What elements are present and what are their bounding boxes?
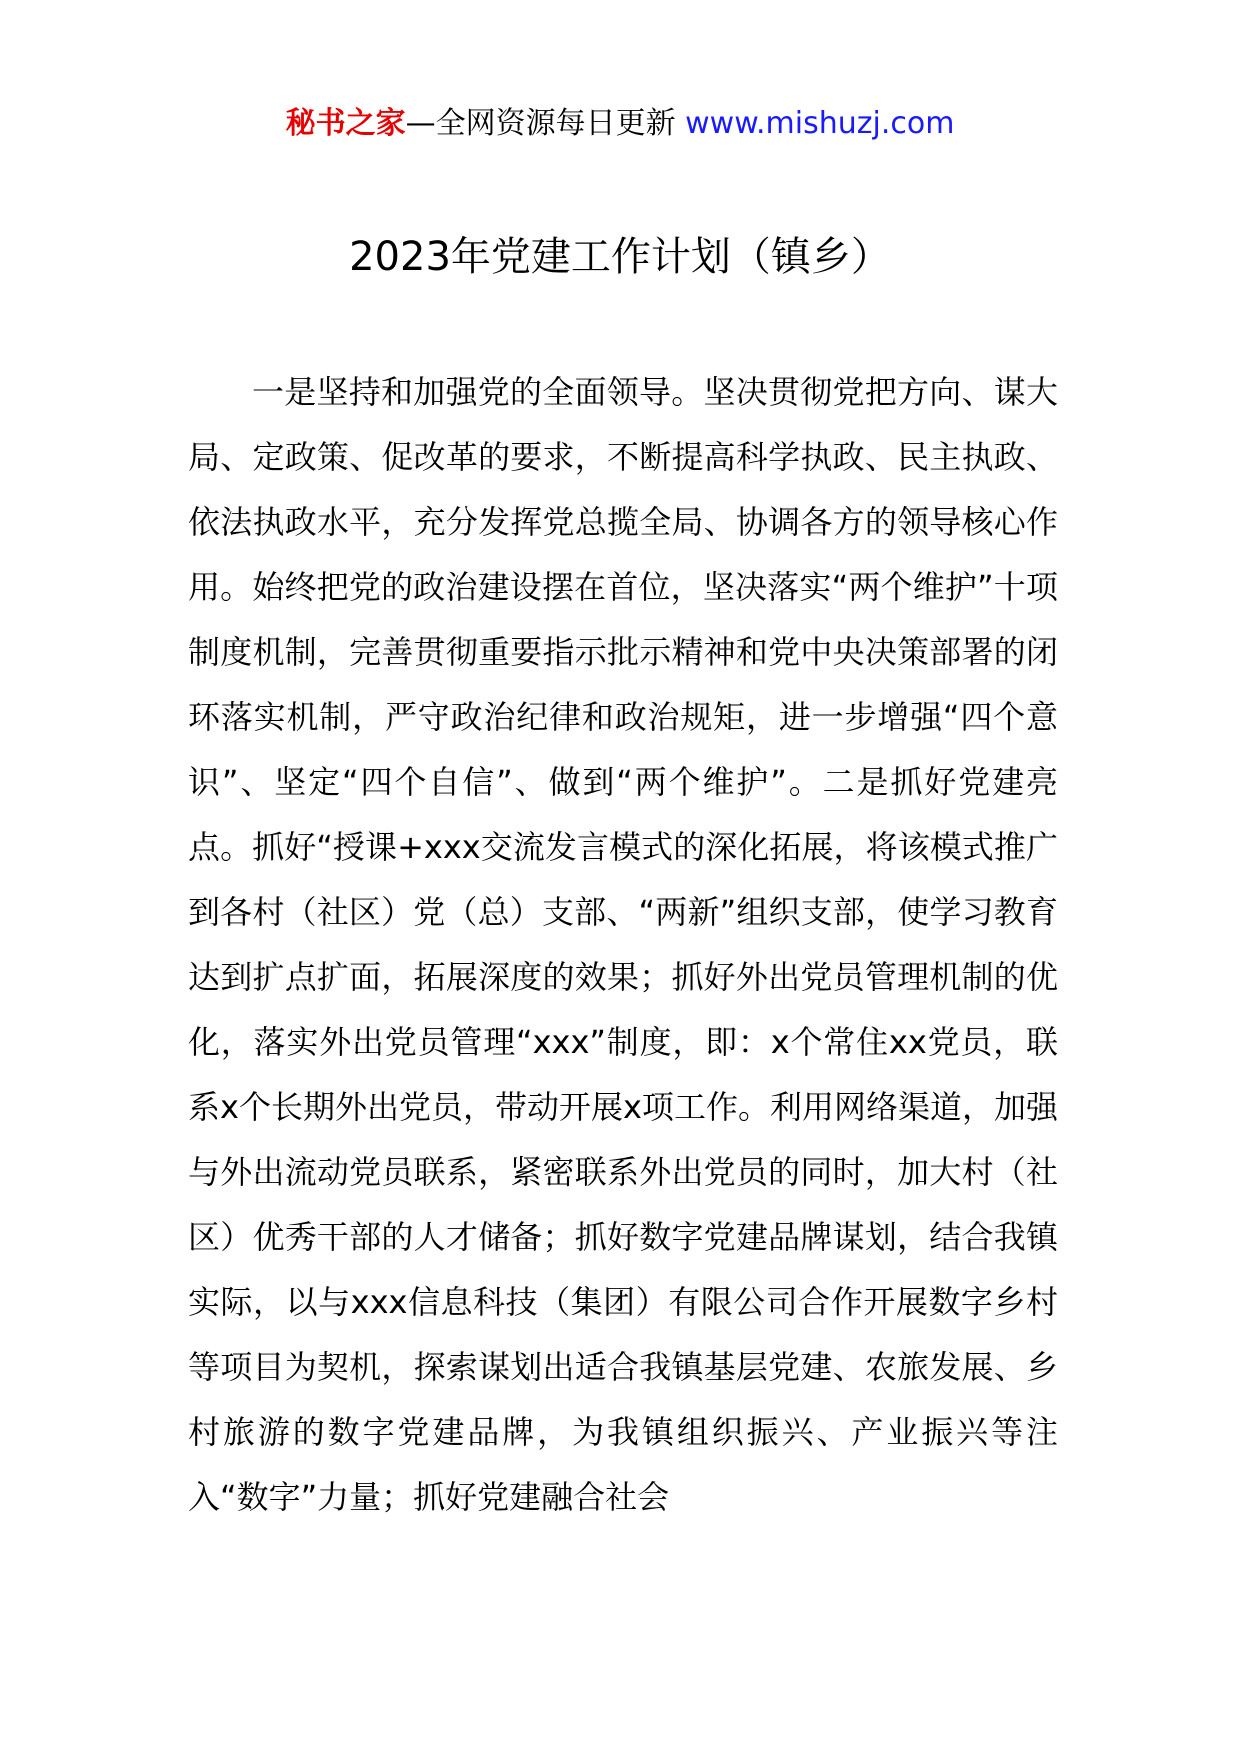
body-paragraph: 一是坚持和加强党的全面领导。坚决贯彻党把方向、谋大局、定政策、促改革的要求，不断提高科学执政、民主执政、依法执政水平，充分发挥党总揽全局、协调各方的领导核心作用。始终把党的政治建设摆在首位，坚决落实“两个维护”十项制度机制，完善贯彻重要指示批示精神和党中央决策部署的闭环落实机制，严守政治纪律和政治规矩，进一步增强“四个意识”、坚定“四个自信”、做到“两个维护”。二是抓好党建亮点。抓好“授课+xxx交流发言模式的深化拓展，将该模式推广到各村（社区）党（总）支部、“两新”组织支部，使学习教育达到扩点扩面，拓展深度的效果；抓好外出党员管理机制的优化，落实外出党员管理“xxx”制度，即：x个常住xx党员，联系x个长期外出党员，带动开展x项工作。利用网络渠道，加强与外出流动党员联系，紧密联系外出党员的同时，加大村（社区）优秀干部的人才储备；抓好数字党建品牌谋划，结合我镇实际，以与xxx信息科技（集团）有限公司合作开展数字乡村等项目为契机，探索谋划出适合我镇基层党建、农旅发展、乡村旅游的数字党建品牌，为我镇组织振兴、产业振兴等注入“数字”力量；抓好党建融合社会 [188, 373, 1058, 1516]
site-header [0, 100, 1240, 148]
brand-name: 秘书之家 [285, 106, 406, 141]
header-tagline: —全网资源每日更新 [405, 106, 676, 141]
site-url-link[interactable]: www.mishuzj.com [685, 106, 955, 141]
document-title: 2023年党建工作计划（镇乡） [349, 234, 891, 280]
